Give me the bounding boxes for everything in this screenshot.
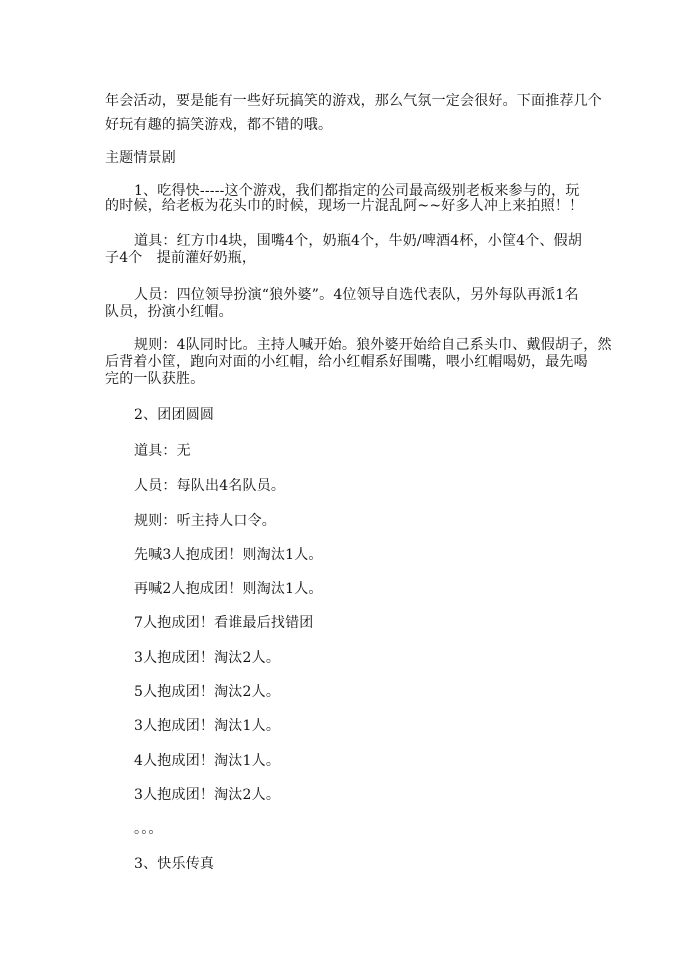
game2-step: 5人抱成团！淘汰2人。	[134, 684, 281, 700]
game1-rules-line-3: 完的一队获胜。	[105, 371, 205, 387]
intro-line-1: 年会活动，要是能有一些好玩搞笑的游戏，那么气氛一定会很好。下面推荐几个	[105, 93, 602, 109]
intro-line-2: 好玩有趣的搞笑游戏，都不错的哦。	[105, 117, 333, 133]
game1-rules-line-2: 后背着小筐，跑向对面的小红帽，给小红帽系好围嘴，喂小红帽喝奶，最先喝	[105, 354, 588, 370]
game1-people-line-2: 队员，扮演小红帽。	[105, 304, 233, 320]
game1-title-line-2: 的时候，给老板为花头巾的时候，现场一片混乱阿~~好多人冲上来拍照！！	[105, 198, 584, 214]
game1-rules-line-1: 规则：4队同时比。主持人喊开始。狼外婆开始给自己系头巾、戴假胡子，然	[134, 337, 612, 353]
game2-people: 人员：每队出4名队员。	[134, 478, 286, 494]
game2-title: 2、团团圆圆	[134, 407, 215, 423]
game2-step: 4人抱成团！淘汰1人。	[134, 753, 281, 769]
game1-people-line-1: 人员：四位领导扮演“狼外婆”。4位领导自选代表队，另外每队再派1名	[134, 287, 579, 303]
game2-ellipsis: 。。。	[134, 821, 163, 837]
game3-title: 3、快乐传真	[134, 856, 215, 872]
game2-props: 道具：无	[134, 443, 191, 459]
game2-step: 先喊3人抱成团！则淘汰1人。	[134, 547, 323, 563]
game1-props-line-1: 道具：红方巾4块，围嘴4个，奶瓶4个，牛奶/啤酒4杯，小筐4个、假胡	[134, 233, 583, 249]
game2-step: 再喊2人抱成团！则淘汰1人。	[134, 581, 323, 597]
game1-title-line-1: 1、吃得快-----这个游戏，我们都指定的公司最高级别老板来参与的，玩	[134, 183, 580, 199]
game1-props-line-2: 子4个 提前灌好奶瓶，	[105, 250, 257, 266]
game2-step: 7人抱成团！看谁最后找错团	[134, 615, 314, 631]
game2-step: 3人抱成团！淘汰2人。	[134, 787, 281, 803]
game2-step: 3人抱成团！淘汰2人。	[134, 650, 281, 666]
game2-step: 3人抱成团！淘汰1人。	[134, 718, 281, 734]
game2-rules: 规则：听主持人口令。	[134, 513, 276, 529]
section-title: 主题情景剧	[105, 150, 176, 166]
